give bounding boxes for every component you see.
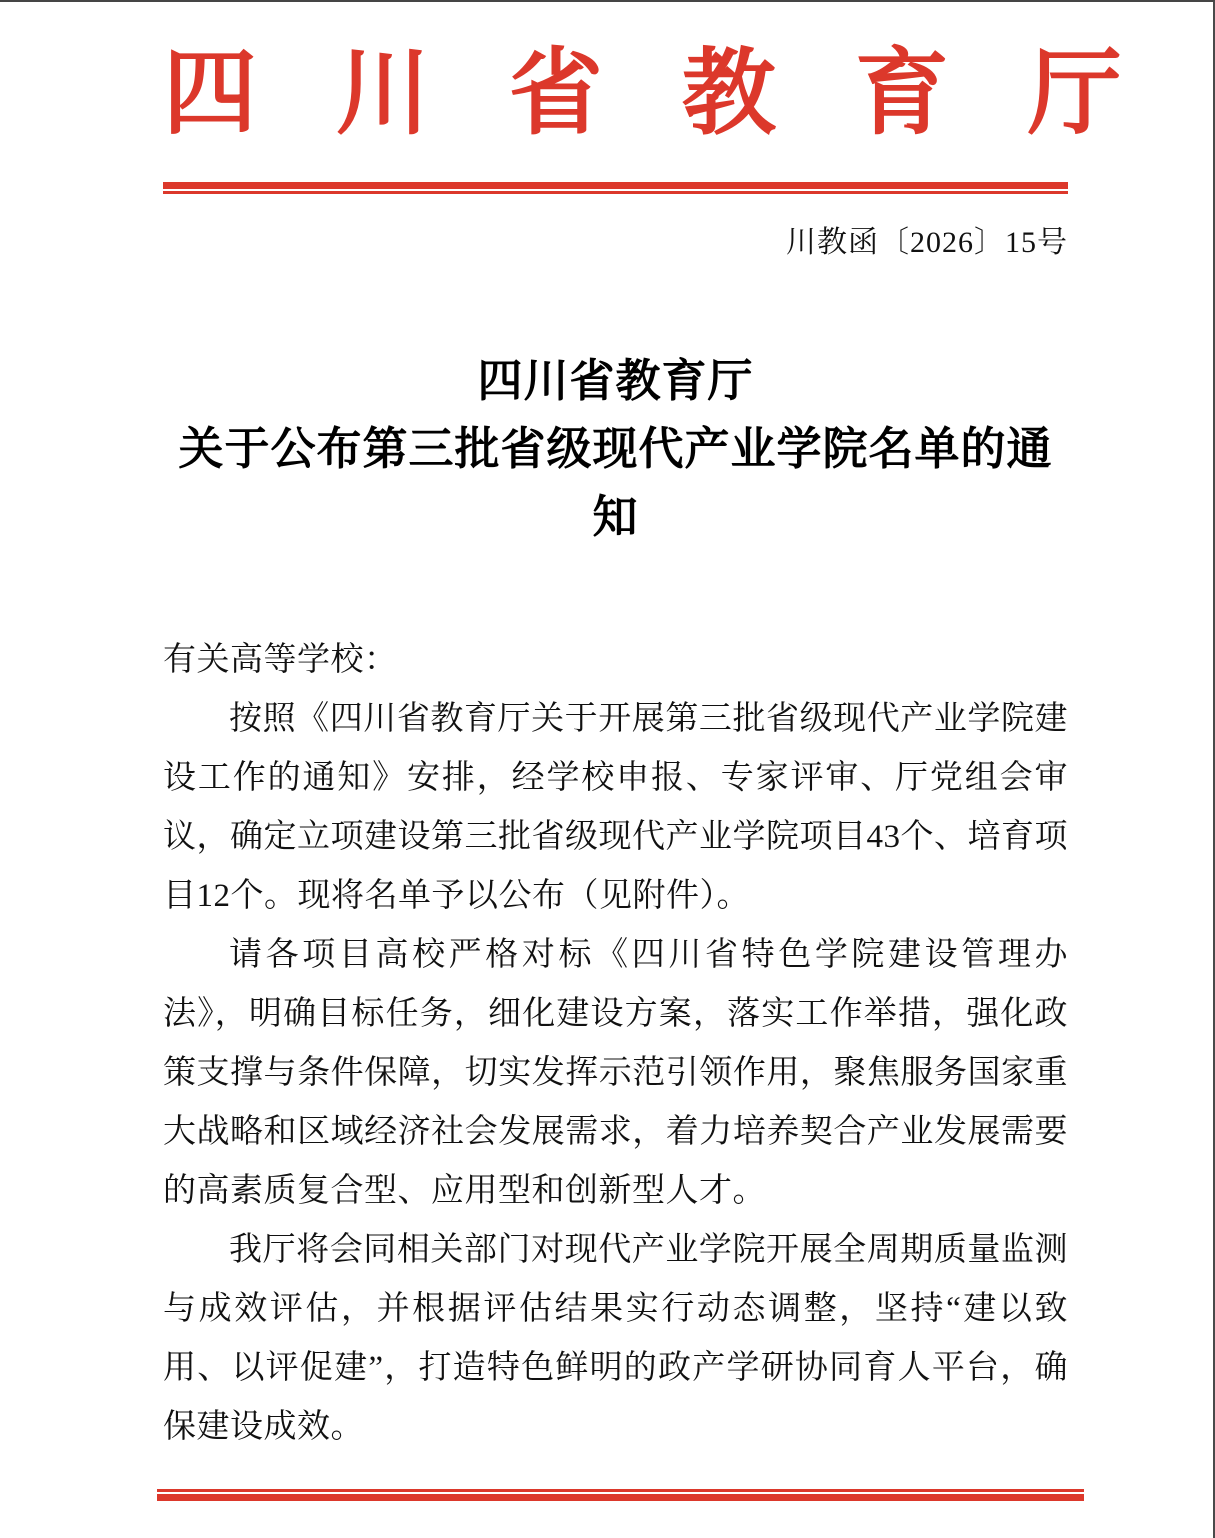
document-title: [163, 347, 1068, 551]
paragraph-3: 我厅将会同相关部门对现代产业学院开展全周期质量监测与成效评估，并根据评估结果实行动态调整，坚持“建以致用、以评促建”，打造特色鲜明的政产学研协同育人平台，确保建设成效。: [163, 1232, 1068, 1445]
masthead-agency-name: 四川省教育厅: [163, 42, 1201, 146]
document-content: [0, 2, 1213, 1457]
salutation: 有关高等学校：: [163, 642, 398, 678]
separator-thick-rule: [157, 1494, 1084, 1501]
red-separator-top: [163, 182, 1068, 194]
paragraph-1: 按照《四川省教育厅关于开展第三批省级现代产业学院建设工作的通知》安排，经学校申报、专家评审、厅党组会审议，确定立项建设第三批省级现代产业学院项目43个、培育项目12个。现将名单予以公布（见附件）。: [163, 701, 1068, 914]
paragraph-2: 请各项目高校严格对标《四川省特色学院建设管理办法》，明确目标任务，细化建设方案，落实工作举措，强化政策支撑与条件保障，切实发挥示范引领作用，聚焦服务国家重大战略和区域经济社会发展需求，着力培养契合产业发展需要的高素质复合型、应用型和创新型人才。: [163, 937, 1068, 1209]
doc-number: 川教函〔2026〕15号: [786, 226, 1068, 259]
red-separator-bottom: [157, 1489, 1084, 1501]
separator-thin-rule: [163, 191, 1068, 194]
title-line-2: 关于公布第三批省级现代产业学院名单的通知: [178, 424, 1053, 542]
document-body: [163, 631, 1068, 1457]
separator-thick-rule: [163, 182, 1068, 189]
title-line-1: 四川省教育厅: [477, 356, 754, 406]
